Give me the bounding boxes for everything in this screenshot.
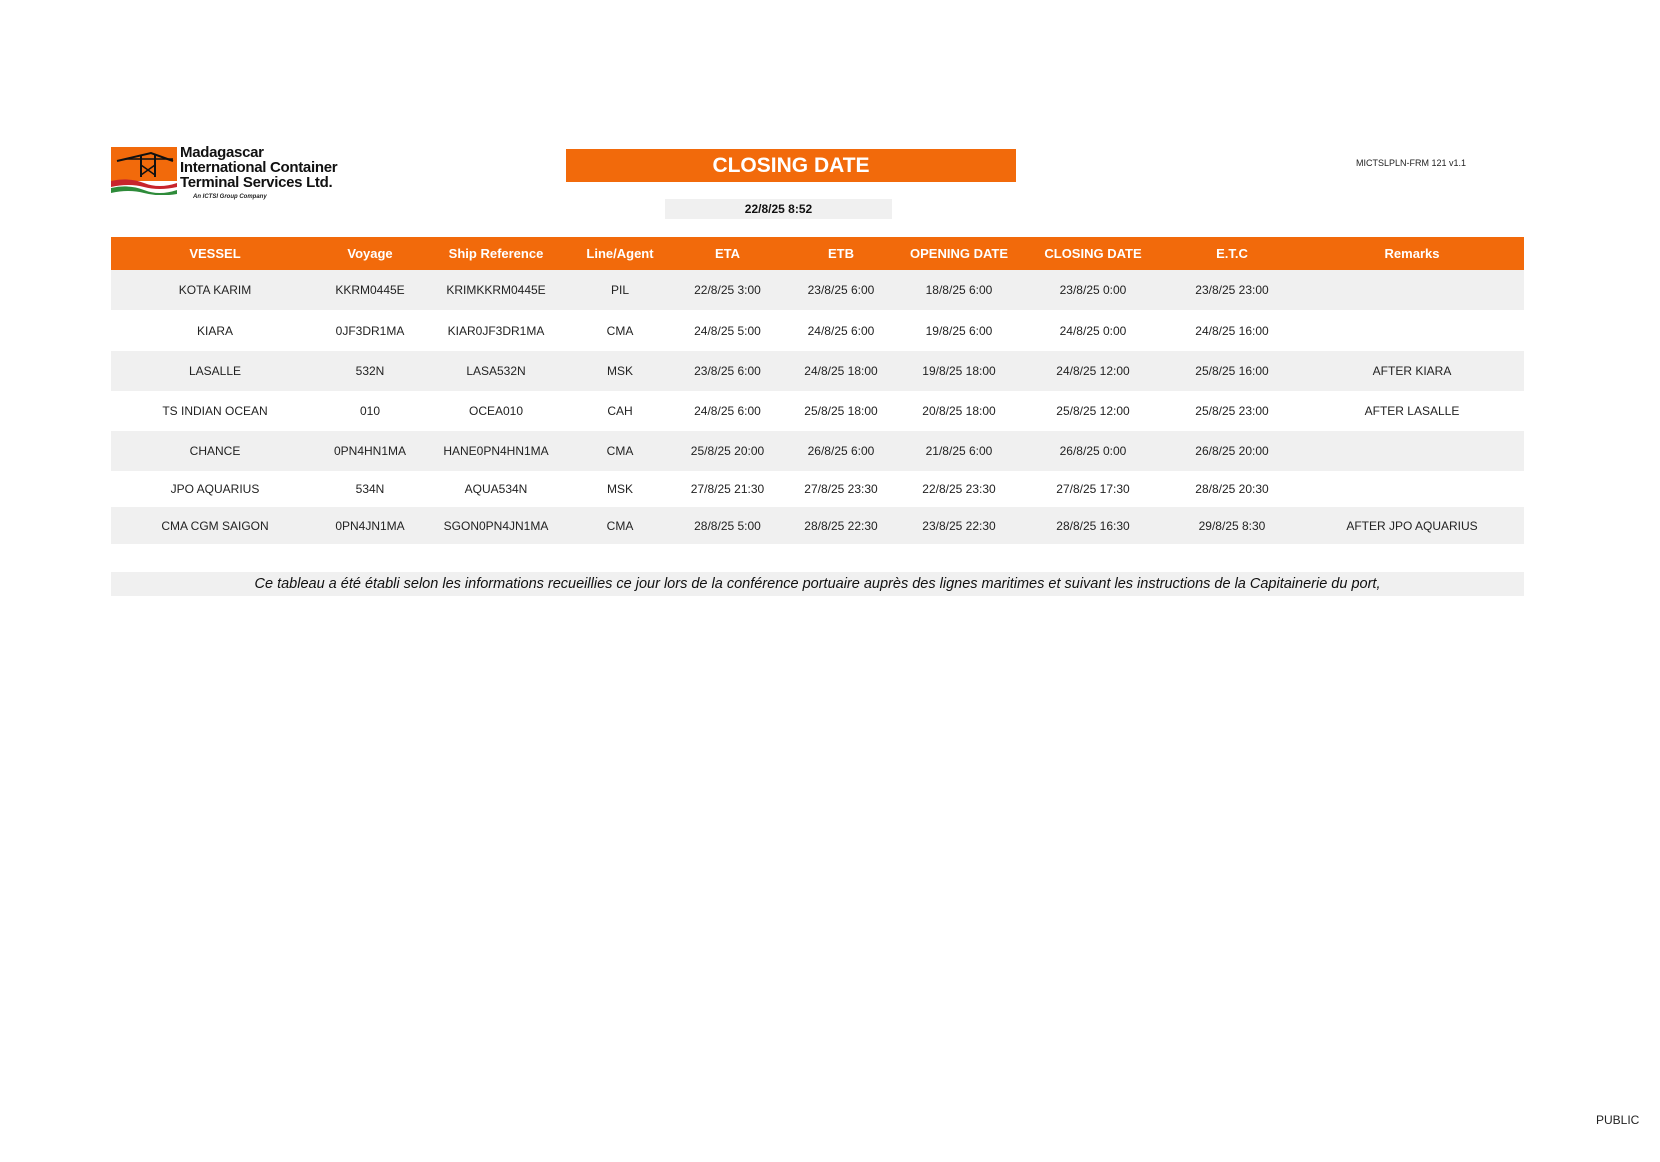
company-name [180, 145, 337, 190]
cell-etb: 25/8/25 18:00 [804, 404, 878, 418]
table-row [111, 431, 1524, 471]
cell-eta: 25/8/25 20:00 [669, 431, 786, 471]
cell-ship-reference: KIAR0JF3DR1MA [447, 323, 545, 338]
cell-remarks [1300, 471, 1524, 507]
column-header-voyage: Voyage [319, 237, 421, 270]
form-code: MICTSLPLN-FRM 121 v1.1 [1356, 158, 1467, 168]
column-header-eta: ETA [669, 237, 786, 270]
cell-etb: 24/8/25 18:00 [786, 351, 896, 391]
cell-line-agent: MSK [606, 482, 633, 496]
cell-eta: 24/8/25 5:00 [694, 323, 761, 338]
cell-voyage: 0JF3DR1MA [335, 323, 405, 338]
cell-voyage: 532N [319, 351, 421, 391]
cell-etb: 24/8/25 6:00 [807, 323, 875, 338]
cell-etc: 25/8/25 23:00 [1195, 404, 1269, 418]
column-header-remarks: Remarks [1300, 237, 1524, 270]
cell-voyage: KKRM0445E [319, 270, 421, 310]
cell-vessel: JPO AQUARIUS [170, 482, 260, 496]
column-header-opening-date: OPENING DATE [896, 237, 1022, 270]
cell-eta: 24/8/25 6:00 [694, 404, 761, 418]
company-subtitle: An ICTSI Group Company [193, 194, 267, 200]
cell-etc: 23/8/25 23:00 [1164, 270, 1300, 310]
cell-opening-date: 19/8/25 18:00 [896, 351, 1022, 391]
crane-icon [111, 147, 177, 195]
cell-opening-date: 20/8/25 18:00 [922, 404, 996, 418]
table-row [111, 391, 1524, 431]
cell-etb: 27/8/25 23:30 [804, 482, 878, 496]
cell-closing-date: 25/8/25 12:00 [1056, 404, 1130, 418]
cell-opening-date: 21/8/25 6:00 [896, 431, 1022, 471]
column-header-etc: E.T.C [1164, 237, 1300, 270]
cell-vessel: TS INDIAN OCEAN [162, 404, 268, 418]
company-name-line-3: Terminal Services Ltd. [180, 174, 333, 191]
report-datetime: 22/8/25 8:52 [665, 199, 892, 219]
cell-vessel: KIARA [196, 323, 233, 338]
cell-etc: 26/8/25 20:00 [1164, 431, 1300, 471]
cell-closing-date: 23/8/25 0:00 [1022, 270, 1164, 310]
cell-ship-reference: LASA532N [421, 351, 571, 391]
cell-vessel: CMA CGM SAIGON [111, 507, 319, 544]
cell-etb: 23/8/25 6:00 [786, 270, 896, 310]
page-title: CLOSING DATE [566, 149, 1016, 182]
cell-opening-date: 23/8/25 22:30 [896, 507, 1022, 544]
column-header-ship-reference: Ship Reference [421, 237, 571, 270]
cell-eta: 27/8/25 21:30 [690, 482, 765, 496]
cell-remarks: AFTER JPO AQUARIUS [1300, 507, 1524, 544]
cell-ship-reference: KRIMKKRM0445E [421, 270, 571, 310]
cell-closing-date: 26/8/25 0:00 [1022, 431, 1164, 471]
cell-remarks: AFTER LASALLE [1364, 404, 1460, 418]
cell-remarks [1300, 270, 1524, 310]
table-header-row [111, 237, 1524, 270]
cell-line-agent: CMA [571, 507, 669, 544]
cell-line-agent: PIL [571, 270, 669, 310]
classification-label: PUBLIC [1596, 1113, 1640, 1127]
cell-voyage: 010 [359, 404, 381, 418]
cell-remarks [1300, 310, 1524, 351]
cell-closing-date: 24/8/25 12:00 [1022, 351, 1164, 391]
cell-closing-date: 28/8/25 16:30 [1022, 507, 1164, 544]
cell-opening-date: 22/8/25 23:30 [922, 482, 996, 496]
cell-ship-reference: HANE0PN4HN1MA [421, 431, 571, 471]
table-row [111, 507, 1524, 544]
cell-closing-date: 24/8/25 0:00 [1059, 323, 1127, 338]
cell-eta: 22/8/25 3:00 [669, 270, 786, 310]
company-name-line-1: Madagascar [180, 144, 264, 161]
cell-etb: 28/8/25 22:30 [786, 507, 896, 544]
cell-remarks [1300, 431, 1524, 471]
cell-line-agent: MSK [571, 351, 669, 391]
cell-etb: 26/8/25 6:00 [786, 431, 896, 471]
cell-voyage: 0PN4HN1MA [319, 431, 421, 471]
cell-line-agent: CAH [607, 404, 633, 418]
table-row [111, 270, 1524, 310]
company-logo [111, 145, 351, 207]
footnote: Ce tableau a été établi selon les informations recueillies ce jour lors de la conférence portuaire auprès des lignes maritimes et suivant les instructions de la Capitainerie du port, [111, 572, 1524, 596]
column-header-etb: ETB [786, 237, 896, 270]
cell-opening-date: 18/8/25 6:00 [896, 270, 1022, 310]
table-body [111, 270, 1524, 544]
table-row [111, 310, 1524, 351]
cell-opening-date: 19/8/25 6:00 [925, 323, 993, 338]
cell-etc: 28/8/25 20:30 [1195, 482, 1269, 496]
cell-eta: 28/8/25 5:00 [669, 507, 786, 544]
cell-voyage: 534N [355, 482, 385, 496]
cell-line-agent: CMA [571, 431, 669, 471]
cell-vessel: LASALLE [111, 351, 319, 391]
cell-vessel: KOTA KARIM [111, 270, 319, 310]
column-header-line-agent: Line/Agent [571, 237, 669, 270]
cell-vessel: CHANCE [111, 431, 319, 471]
cell-etc: 29/8/25 8:30 [1164, 507, 1300, 544]
cell-closing-date: 27/8/25 17:30 [1056, 482, 1130, 496]
column-header-closing-date: CLOSING DATE [1022, 237, 1164, 270]
table-row [111, 471, 1524, 507]
cell-remarks: AFTER KIARA [1300, 351, 1524, 391]
cell-line-agent: CMA [606, 323, 634, 338]
cell-eta: 23/8/25 6:00 [669, 351, 786, 391]
vessel-schedule-table [111, 237, 1524, 544]
cell-voyage: 0PN4JN1MA [319, 507, 421, 544]
cell-etc: 24/8/25 16:00 [1195, 323, 1269, 338]
column-header-vessel: VESSEL [111, 237, 319, 270]
cell-ship-reference: SGON0PN4JN1MA [421, 507, 571, 544]
company-name-line-2: International Container [180, 159, 338, 176]
cell-etc: 25/8/25 16:00 [1164, 351, 1300, 391]
table-row [111, 351, 1524, 391]
cell-ship-reference: OCEA010 [468, 404, 524, 418]
cell-ship-reference: AQUA534N [464, 482, 528, 496]
